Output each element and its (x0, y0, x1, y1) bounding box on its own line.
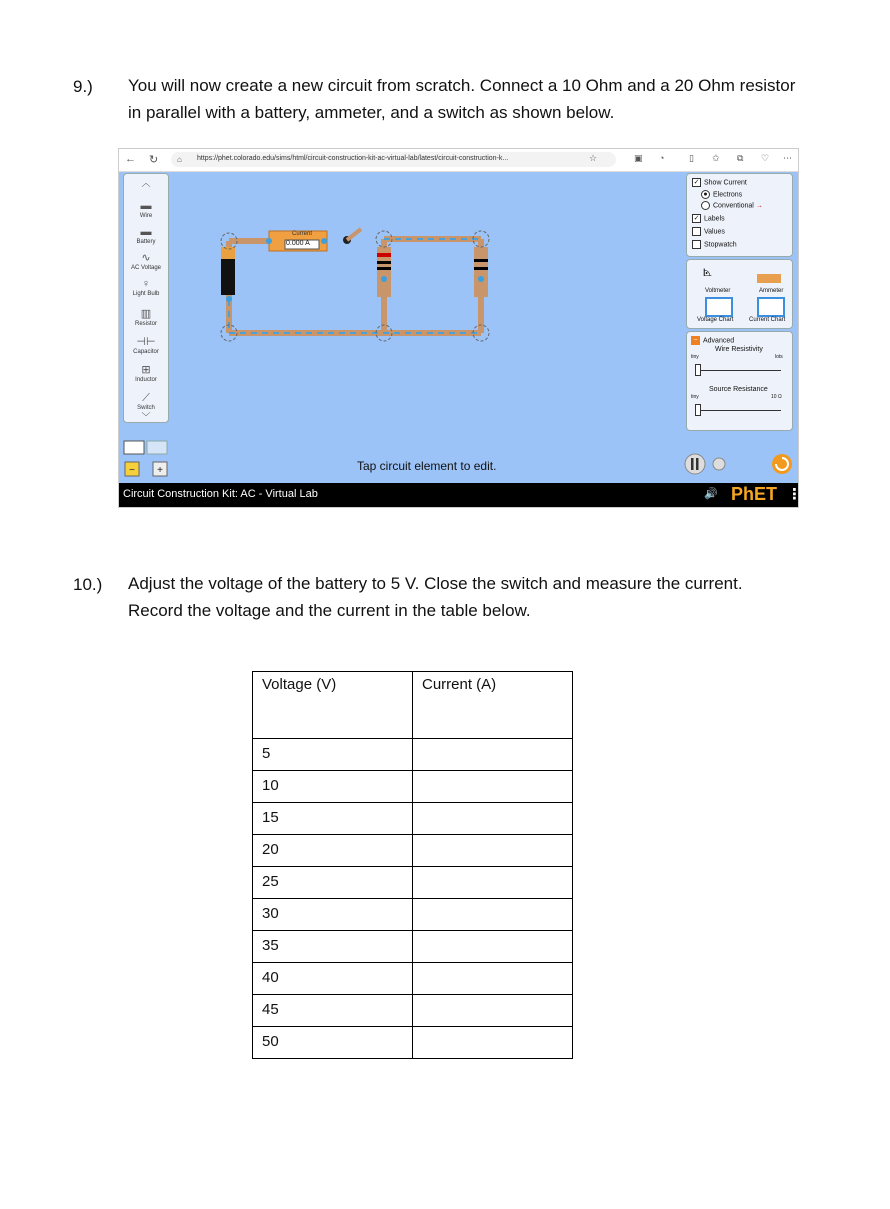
pause-button (685, 454, 705, 474)
question-10-line-1: Adjust the voltage of the battery to 5 V. Close the switch and measure the current. (128, 574, 743, 593)
voltage-cell: 35 (253, 931, 413, 963)
table-row (253, 1027, 573, 1059)
voltage-cell: 25 (253, 867, 413, 899)
current-cell[interactable] (413, 899, 573, 931)
wire-resistivity-label: Wire Resistivity (715, 346, 763, 353)
extension-icon[interactable]: ▣ (634, 153, 643, 163)
step-button (713, 458, 725, 470)
toolbox-wire[interactable]: ▬ Wire (124, 200, 168, 219)
table-row (253, 803, 573, 835)
battery-icon: ▬ (140, 226, 152, 238)
current-cell[interactable] (413, 931, 573, 963)
question-10-number: 10.) (73, 575, 103, 594)
source-resistance-label: Source Resistance (709, 386, 768, 393)
voltage-cell: 45 (253, 995, 413, 1027)
labels-checkbox[interactable]: ✓ Labels (693, 215, 725, 223)
voltage-cell: 5 (253, 739, 413, 771)
collections-icon[interactable]: ⧉ (737, 153, 744, 163)
phet-menu-icon[interactable]: ⋮ (787, 486, 802, 503)
toolbox-resistor[interactable]: ▥ Resistor (124, 308, 168, 327)
voltmeter-label: Voltmeter (705, 288, 731, 294)
current-cell[interactable] (413, 803, 573, 835)
scroll-down-icon[interactable]: ﹀ (141, 412, 151, 422)
current-header: Current (A) (413, 672, 573, 739)
toolbox-ac-voltage[interactable]: ∿ AC Voltage (124, 252, 168, 271)
table-row (253, 995, 573, 1027)
source-resistance-thumb[interactable] (695, 404, 701, 416)
resistor-band (377, 261, 391, 264)
wire-icon: ▬ (140, 200, 152, 212)
voltage-cell: 20 (253, 835, 413, 867)
zoom-in-icon: + (157, 465, 163, 476)
stopwatch-checkbox[interactable]: Stopwatch (692, 240, 737, 249)
electron-dot (381, 276, 387, 282)
battery-terminal (221, 247, 235, 259)
refresh-extension-icon[interactable]: ◔ (659, 153, 665, 163)
refresh-icon[interactable]: ↻ (149, 154, 159, 166)
question-10-line-2: Record the voltage and the current in the table below. (128, 601, 531, 620)
current-chart-label: Current Chart (749, 317, 786, 323)
favorites-icon[interactable]: ✩ (712, 153, 720, 163)
table-header-row (253, 672, 573, 739)
question-10-text (128, 570, 743, 624)
advanced-panel (686, 331, 793, 431)
current-cell[interactable] (413, 995, 573, 1027)
display-options-panel (686, 173, 793, 257)
toolbox-switch[interactable]: ⟋ Switch (124, 392, 168, 411)
sensor-tools-panel (686, 259, 793, 329)
ammeter-label: Current (291, 231, 312, 237)
voltage-chart-icon[interactable] (705, 297, 733, 317)
light-bulb-icon: ♀ (141, 278, 151, 290)
voltage-cell: 40 (253, 963, 413, 995)
electrons-radio[interactable]: ● Electrons (701, 190, 742, 199)
resistor-20-ohm (474, 247, 488, 297)
toolbox-battery[interactable]: ▬ Battery (124, 226, 168, 245)
electron-dot (226, 296, 232, 302)
resistor-band (377, 253, 391, 257)
table-row (253, 739, 573, 771)
table-row (253, 899, 573, 931)
question-9-text (128, 72, 795, 126)
question-9-line-1: You will now create a new circuit from scratch. Connect a 10 Ohm and a 20 Ohm resistor (128, 76, 796, 95)
electron-dot (478, 276, 484, 282)
favorite-star-icon[interactable]: ☆ (589, 153, 598, 163)
question-9-line-2: in parallel with a battery, ammeter, and a switch as shown below. (128, 103, 615, 122)
component-toolbox[interactable] (123, 173, 169, 423)
switch-icon: ⟋ (142, 392, 150, 404)
sim-footer (119, 483, 802, 507)
voltage-chart-label: Voltage Chart (697, 317, 734, 323)
electron-dot (321, 238, 327, 244)
table-row (253, 771, 573, 803)
pause-icon (691, 458, 694, 470)
voltmeter-icon[interactable]: ⦝ (703, 263, 713, 280)
toolbox-capacitor[interactable]: ⊣⊢ Capacitor (124, 336, 168, 355)
current-cell[interactable] (413, 835, 573, 867)
ammeter-reading: 0.000 A (286, 240, 310, 247)
resistor-icon: ▥ (140, 308, 152, 320)
table-row (253, 931, 573, 963)
wire-resistivity-max: lots (775, 354, 783, 360)
home-icon[interactable]: ⌂ (177, 155, 182, 164)
current-cell[interactable] (413, 867, 573, 899)
conventional-radio[interactable]: Conventional → (701, 201, 763, 210)
capacitor-icon: ⊣⊢ (136, 336, 156, 348)
voltage-header: Voltage (V) (253, 672, 413, 739)
split-screen-icon[interactable]: ▯ (689, 153, 694, 163)
sim-title: Circuit Construction Kit: AC - Virtual Lab (123, 488, 318, 500)
wire-resistivity-min: tiny (691, 354, 699, 360)
ammeter-tool-label: Ammeter (759, 288, 784, 294)
phet-logo[interactable]: PhET (731, 484, 778, 504)
toolbox-light-bulb[interactable]: ♀ Light Bulb (124, 278, 168, 297)
voltage-cell: 10 (253, 771, 413, 803)
conventional-arrow-icon: → (755, 202, 763, 210)
zoom-out-icon: − (129, 465, 135, 476)
source-resistance-min: tiny (691, 394, 699, 400)
values-checkbox[interactable]: Values (692, 227, 725, 236)
circuit-wires (229, 239, 481, 333)
electron-dot (266, 238, 272, 244)
show-current-checkbox[interactable]: ✓ Show Current (693, 179, 747, 187)
current-cell[interactable] (413, 963, 573, 995)
simulation-screenshot (118, 148, 802, 508)
lifelike-view-button (124, 441, 144, 454)
inductor-icon: ⊞ (141, 364, 151, 376)
question-9-number: 9.) (73, 77, 93, 96)
resistor-band (474, 259, 488, 262)
advanced-toggle[interactable]: − Advanced (691, 336, 734, 345)
voltage-cell: 50 (253, 1027, 413, 1059)
back-icon[interactable]: ← (125, 153, 136, 165)
schematic-view-button (147, 441, 167, 454)
url-text: https://phet.colorado.edu/sims/html/circuit-construction-kit-ac-virtual-lab/latest/circuit-construction-k... (197, 155, 509, 162)
tap-instruction: Tap circuit element to edit. (357, 459, 497, 473)
voltage-cell: 30 (253, 899, 413, 931)
browser-essentials-icon[interactable]: ♡ (761, 153, 770, 163)
current-cell[interactable] (413, 771, 573, 803)
voltage-cell: 15 (253, 803, 413, 835)
wire-resistivity-thumb[interactable] (695, 364, 701, 376)
resistor-band (377, 267, 391, 270)
current-chart-icon[interactable] (757, 297, 785, 317)
pause-icon (696, 458, 699, 470)
table-row (253, 835, 573, 867)
wire-resistivity-slider[interactable] (697, 370, 781, 371)
table-row (253, 867, 573, 899)
resistor-band (474, 267, 488, 270)
scroll-up-icon[interactable]: ︿ (141, 178, 151, 188)
more-menu-icon[interactable]: ⋯ (783, 153, 792, 163)
ac-voltage-icon: ∿ (141, 252, 151, 264)
source-resistance-max: 10 Ω (771, 394, 782, 400)
switch-lever (347, 229, 361, 240)
ammeter-tool-icon[interactable] (757, 274, 781, 283)
toolbox-inductor[interactable]: ⊞ Inductor (124, 364, 168, 383)
sound-icon[interactable]: 🔊 (704, 488, 718, 500)
current-cell[interactable] (413, 739, 573, 771)
current-cell[interactable] (413, 1027, 573, 1059)
source-resistance-slider[interactable] (697, 410, 781, 411)
table-row (253, 963, 573, 995)
voltage-current-table (252, 671, 573, 1059)
